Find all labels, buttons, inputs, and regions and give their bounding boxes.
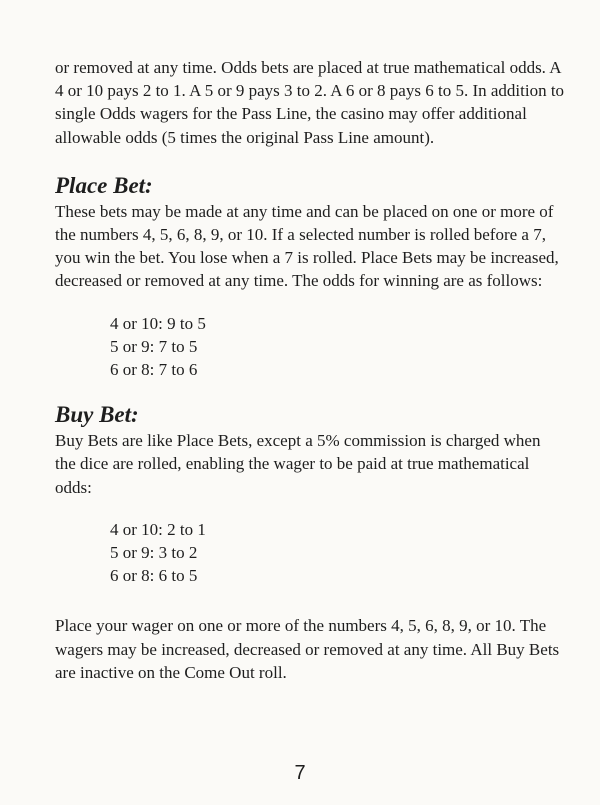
page-number: 7	[294, 762, 306, 784]
buy-bet-odds-item: 4 or 10: 2 to 1	[110, 519, 206, 539]
place-bet-odds-item: 6 or 8: 7 to 6	[110, 360, 198, 380]
buy-bet-odds-item: 5 or 9: 3 to 2	[110, 543, 198, 563]
buy-bet-paragraph: Buy Bets are like Place Bets, except a 5% commission is charged when the dice are rolled, enabling the wager to be paid at true mathematical odds:	[55, 431, 541, 497]
buy-bet-odds-list	[55, 518, 565, 588]
manual-page	[55, 56, 565, 684]
intro-paragraph: or removed at any time. Odds bets are placed at true mathematical odds. A 4 or 10 pays 2 to 1. A 5 or 9 pays 3 to 2. A 6 or 8 pays 6 to 5. In addition to single Odds wagers for the Pass Line, the casino may offer additional allowable odds (5 times the original Pass Line amount).	[55, 58, 565, 147]
buy-bet-odds-item: 6 or 8: 6 to 5	[110, 566, 198, 586]
place-bet-paragraph: These bets may be made at any time and can be placed on one or more of the numbers 4, 5, 6, 8, 9, or 10. If a selected number is rolled before a 7, you win the bet. You lose when a 7 is rolled. Place Bets may be increased, decreased or removed at any time. The odds for winning are as follows:	[55, 201, 559, 291]
place-bet-heading: Place Bet:	[55, 172, 153, 198]
place-bet-odds-item: 4 or 10: 9 to 5	[110, 313, 206, 333]
place-bet-odds-list	[55, 312, 565, 382]
buy-bet-paragraph-2: Place your wager on one or more of the numbers 4, 5, 6, 8, 9, or 10. The wagers may be increased, decreased or removed at any time. All Buy Bets are inactive on the Come Out roll.	[55, 616, 560, 682]
buy-bet-heading: Buy Bet:	[55, 402, 139, 428]
place-bet-odds-item: 5 or 9: 7 to 5	[110, 336, 198, 356]
